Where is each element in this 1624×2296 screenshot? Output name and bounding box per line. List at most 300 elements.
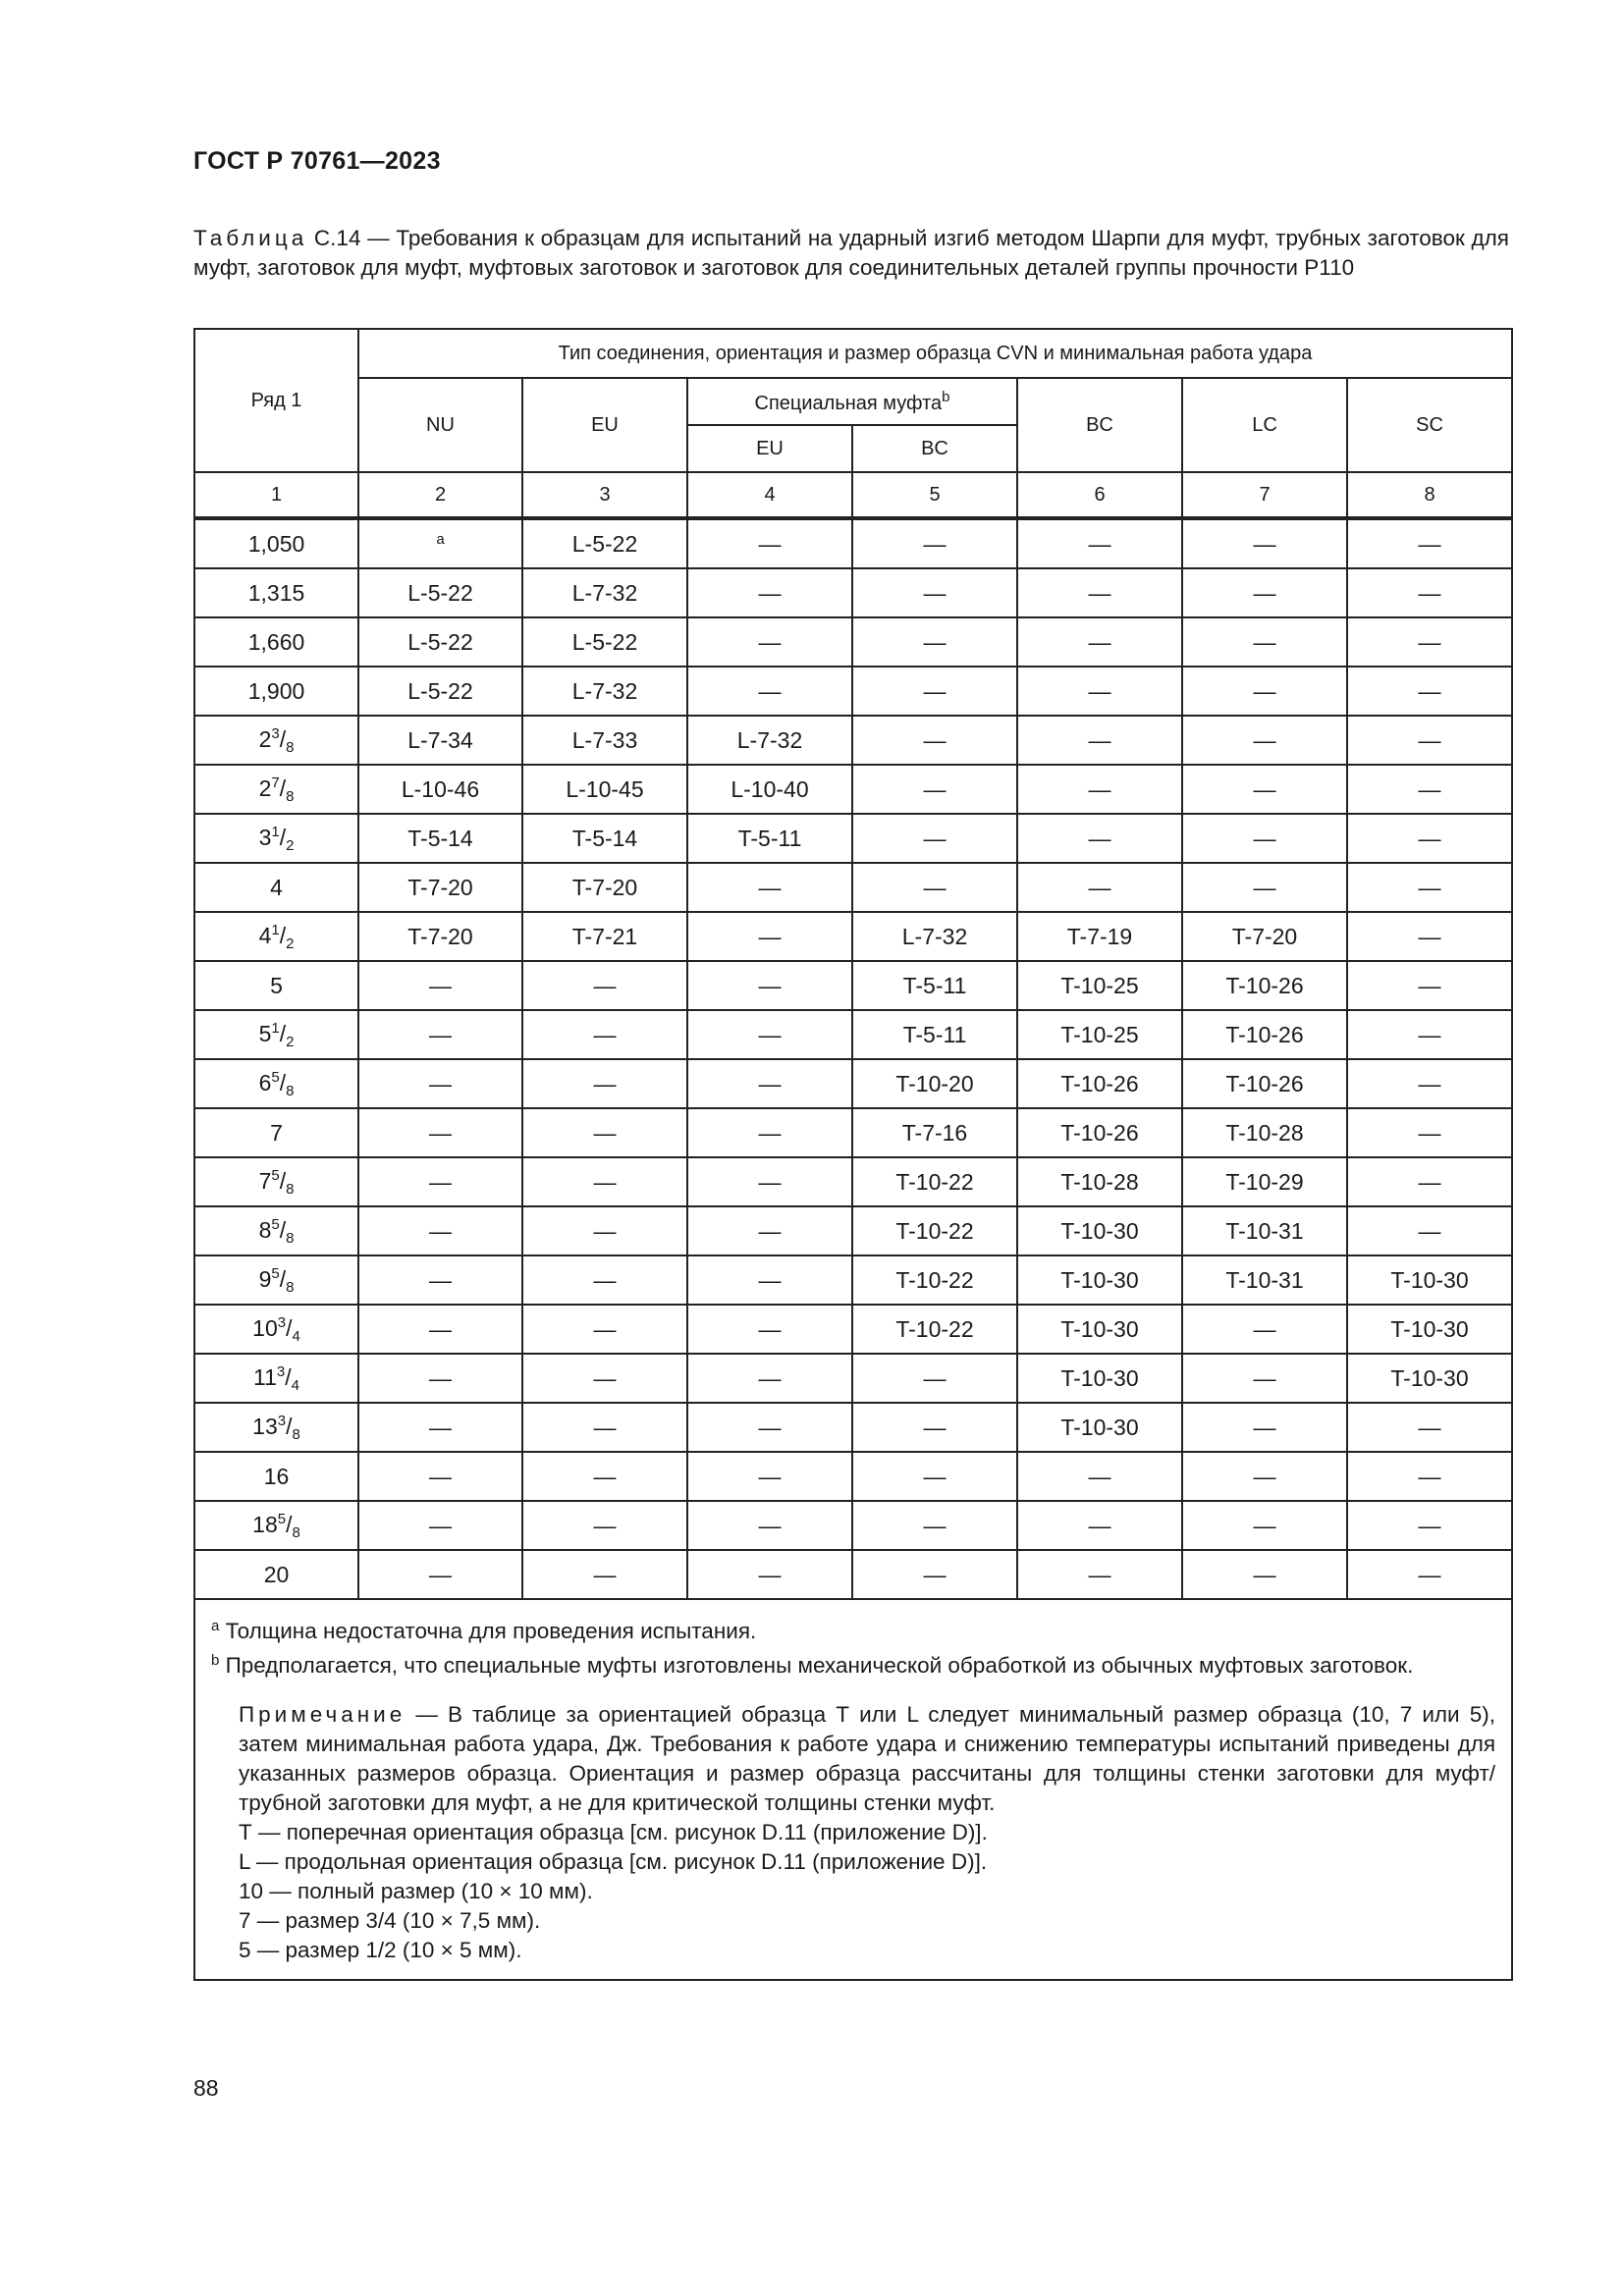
- fraction-denominator: 8: [292, 1523, 300, 1541]
- table-row: [194, 1354, 1512, 1403]
- table-cell: —: [522, 1255, 687, 1305]
- col-header-bc: BC: [1017, 378, 1182, 472]
- table-row: [194, 814, 1512, 863]
- table-row: [194, 716, 1512, 765]
- table-cell: —: [1347, 1452, 1512, 1501]
- row-size-cell: [194, 667, 358, 716]
- size-whole: 1,315: [247, 579, 305, 606]
- table-row: [194, 518, 1512, 568]
- table-cell: —: [1182, 765, 1347, 814]
- table-cell: —: [852, 1550, 1017, 1599]
- table-cell: L-7-32: [852, 912, 1017, 961]
- table-cell: —: [522, 1550, 687, 1599]
- table-cell: T-10-20: [852, 1059, 1017, 1108]
- table-cell: —: [1182, 1550, 1347, 1599]
- table-row: [194, 1108, 1512, 1157]
- row-size-cell: [194, 1255, 358, 1305]
- table-cell: L-7-32: [687, 716, 852, 765]
- table-cell: —: [1017, 1452, 1182, 1501]
- table-cell: —: [687, 1354, 852, 1403]
- table-cell: T-10-28: [1017, 1157, 1182, 1206]
- table-row: [194, 961, 1512, 1010]
- table-cell: —: [1347, 1550, 1512, 1599]
- size-whole: 1,900: [247, 677, 305, 704]
- size-whole: 4: [258, 922, 272, 948]
- table-row: [194, 1501, 1512, 1550]
- table-cell: —: [1017, 568, 1182, 617]
- table-cell: T-5-14: [522, 814, 687, 863]
- size-fraction: $^1/_2$: [271, 823, 295, 854]
- table-cell: —: [358, 1255, 522, 1305]
- size-whole: 18: [252, 1511, 278, 1537]
- size-whole: 10: [252, 1314, 278, 1341]
- size-whole: 4: [270, 874, 283, 900]
- table-cell: —: [1182, 1501, 1347, 1550]
- table-cell: —: [852, 716, 1017, 765]
- table-cell: —: [1182, 716, 1347, 765]
- table-caption: [193, 224, 1509, 283]
- table-cell: —: [358, 1305, 522, 1354]
- note-legend-item: Т — поперечная ориентация образца [см. рисунок D.11 (приложение D)].: [239, 1820, 988, 1844]
- table-cell: T-10-26: [1017, 1108, 1182, 1157]
- row-size-cell: [194, 1157, 358, 1206]
- table-cell: —: [522, 1305, 687, 1354]
- table-cell: —: [358, 1010, 522, 1059]
- fraction-numerator: 5: [271, 1264, 280, 1282]
- table-cell: —: [358, 961, 522, 1010]
- table-cell: L-7-33: [522, 716, 687, 765]
- table-cell: L-10-45: [522, 765, 687, 814]
- row-size-cell: [194, 1108, 358, 1157]
- table-cell: —: [522, 1354, 687, 1403]
- table-cell: —: [358, 1157, 522, 1206]
- col-header-special-bc: BC: [852, 425, 1017, 472]
- table-cell: —: [522, 1157, 687, 1206]
- table-cell: —: [1182, 667, 1347, 716]
- table-cell: —: [687, 1501, 852, 1550]
- table-cell: T-5-14: [358, 814, 522, 863]
- table-cell: —: [687, 1255, 852, 1305]
- table-cell: —: [852, 1354, 1017, 1403]
- col-header-sc: SC: [1347, 378, 1512, 472]
- col-header-lc: LC: [1182, 378, 1347, 472]
- table-cell: —: [1182, 568, 1347, 617]
- table-cell: —: [522, 1452, 687, 1501]
- table-cell: —: [522, 1206, 687, 1255]
- table-cell: T-10-30: [1017, 1403, 1182, 1452]
- table-cell: —: [1347, 1010, 1512, 1059]
- size-fraction: $^5/_8$: [271, 1215, 295, 1247]
- fraction-denominator: 8: [286, 1278, 295, 1296]
- table-cell: T-10-30: [1347, 1305, 1512, 1354]
- table-cell: T-10-26: [1182, 1010, 1347, 1059]
- table-cell: —: [687, 518, 852, 568]
- table-cell: T-10-30: [1017, 1255, 1182, 1305]
- table-cell: —: [852, 568, 1017, 617]
- row-size-cell: [194, 518, 358, 568]
- column-number: 5: [852, 472, 1017, 518]
- table-cell: —: [1017, 1501, 1182, 1550]
- table-row: [194, 667, 1512, 716]
- table-cell: —: [1347, 1501, 1512, 1550]
- row-size-cell: [194, 1550, 358, 1599]
- size-fraction: $^3/_8$: [277, 1412, 300, 1443]
- table-cell: —: [1017, 814, 1182, 863]
- table-cell: T-10-25: [1017, 1010, 1182, 1059]
- table-row: [194, 568, 1512, 617]
- table-row: [194, 912, 1512, 961]
- table-cell: —: [687, 1157, 852, 1206]
- table-cell: T-10-22: [852, 1157, 1017, 1206]
- size-whole: 16: [263, 1463, 290, 1489]
- size-whole: 1,050: [247, 530, 305, 557]
- table-cell: —: [687, 617, 852, 667]
- table-cell: —: [852, 814, 1017, 863]
- col-header-special: [687, 378, 1017, 425]
- table-cell: —: [1182, 1305, 1347, 1354]
- caption-label: Таблица: [193, 226, 308, 250]
- size-fraction: $^1/_2$: [271, 921, 295, 952]
- table-cell: T-10-25: [1017, 961, 1182, 1010]
- footnote-a: [211, 1612, 1495, 1646]
- note-text: — В таблице за ориентацией образца Т или L следует минимальный размер образца (10, 7 или 5), затем минимальная работа удара, Дж. Требования к работе удара и снижению температуры испытаний приведены для указанных размеров образца. Ориентация и размер образца рассчитаны для толщины стенки заготовки для муфт/трубной заготовки для муфт, а не для критической толщины стенки муфт.: [239, 1702, 1496, 1815]
- table-cell: —: [687, 568, 852, 617]
- table-cell: T-5-11: [687, 814, 852, 863]
- table-cell: —: [1347, 1108, 1512, 1157]
- table-row: [194, 1206, 1512, 1255]
- fraction-numerator: 7: [271, 774, 280, 791]
- table-cell: —: [1347, 617, 1512, 667]
- fraction-numerator: 3: [276, 1362, 286, 1380]
- table-cell: —: [1017, 716, 1182, 765]
- table-cell: —: [358, 1354, 522, 1403]
- size-whole: 2: [258, 725, 272, 752]
- size-whole: 2: [258, 774, 272, 801]
- row-size-cell: [194, 568, 358, 617]
- table-cell: —: [1182, 1403, 1347, 1452]
- row-size-cell: [194, 961, 358, 1010]
- row-size-cell: [194, 1206, 358, 1255]
- table-cell: —: [1347, 716, 1512, 765]
- size-fraction: $^7/_8$: [271, 774, 295, 805]
- table-cell: T-10-26: [1017, 1059, 1182, 1108]
- table-cell: —: [1182, 1354, 1347, 1403]
- row-size-cell: [194, 1452, 358, 1501]
- table-cell: T-5-11: [852, 961, 1017, 1010]
- note-label: Примечание: [239, 1702, 406, 1727]
- footnote-mark-b: b: [942, 388, 950, 405]
- table-cell: —: [358, 1108, 522, 1157]
- size-whole: 7: [270, 1119, 283, 1146]
- table-cell: T-10-22: [852, 1255, 1017, 1305]
- fraction-denominator: 2: [286, 836, 295, 854]
- table-cell: —: [687, 961, 852, 1010]
- size-fraction: $^3/_8$: [271, 724, 295, 756]
- size-whole: 9: [258, 1265, 272, 1292]
- table-cell: —: [852, 518, 1017, 568]
- table-cell: —: [1347, 961, 1512, 1010]
- fraction-denominator: 2: [286, 934, 295, 952]
- table-cell: T-5-11: [852, 1010, 1017, 1059]
- table-cell: —: [687, 667, 852, 716]
- fraction-numerator: 1: [271, 921, 280, 938]
- table-cell: —: [1017, 765, 1182, 814]
- page-number: 88: [193, 2075, 219, 2101]
- column-number: 2: [358, 472, 522, 518]
- column-number: 6: [1017, 472, 1182, 518]
- row-size-cell: [194, 912, 358, 961]
- table-cell: —: [358, 1452, 522, 1501]
- table-cell: —: [1017, 617, 1182, 667]
- table-cell: T-10-22: [852, 1206, 1017, 1255]
- note-legend-item: 5 — размер 1/2 (10 × 5 мм).: [239, 1938, 522, 1962]
- table-cell: T-10-22: [852, 1305, 1017, 1354]
- table-cell: T-10-29: [1182, 1157, 1347, 1206]
- fraction-denominator: 4: [292, 1327, 300, 1345]
- table-cell: —: [1347, 1206, 1512, 1255]
- row-size-cell: [194, 1403, 358, 1452]
- row-size-cell: [194, 617, 358, 667]
- table-cell: —: [522, 1010, 687, 1059]
- table-cell: —: [1182, 814, 1347, 863]
- table-cell: T-10-30: [1017, 1206, 1182, 1255]
- size-whole: 1,660: [247, 628, 305, 655]
- table-cell: —: [522, 1059, 687, 1108]
- table-row: [194, 1059, 1512, 1108]
- table-cell: —: [1347, 568, 1512, 617]
- table-body: [194, 472, 1512, 1599]
- note-paragraph: [211, 1700, 1495, 1818]
- document-header: ГОСТ Р 70761—2023: [193, 147, 441, 175]
- fraction-denominator: 8: [286, 738, 295, 756]
- group-header: Тип соединения, ориентация и размер образца CVN и минимальная работа удара: [358, 329, 1512, 378]
- table-cell: —: [1347, 667, 1512, 716]
- footnote-b-mark: b: [211, 1652, 220, 1669]
- size-fraction: $^1/_2$: [271, 1019, 295, 1050]
- table-notes: [194, 1599, 1512, 1980]
- table-cell: —: [1347, 863, 1512, 912]
- size-whole: 13: [252, 1413, 278, 1439]
- table-cell: —: [687, 1108, 852, 1157]
- table-cell: —: [1182, 617, 1347, 667]
- table-cell: T-7-20: [522, 863, 687, 912]
- fraction-denominator: 8: [286, 1180, 295, 1198]
- table-cell: —: [358, 1059, 522, 1108]
- table-cell: —: [852, 1452, 1017, 1501]
- table-cell: T-7-16: [852, 1108, 1017, 1157]
- table-cell: —: [1347, 518, 1512, 568]
- table-cell: —: [1017, 667, 1182, 716]
- table-row: [194, 765, 1512, 814]
- table-cell: L-7-32: [522, 568, 687, 617]
- row-header: Ряд 1: [194, 329, 358, 472]
- column-number: 3: [522, 472, 687, 518]
- table-cell: L-5-22: [522, 617, 687, 667]
- table-cell: —: [358, 1501, 522, 1550]
- table-row: [194, 1157, 1512, 1206]
- fraction-numerator: 1: [271, 1019, 280, 1037]
- table-row: [194, 1403, 1512, 1452]
- special-header-label: Специальная муфта: [754, 392, 943, 414]
- row-size-cell: [194, 1501, 358, 1550]
- size-fraction: $^3/_4$: [276, 1362, 299, 1394]
- fraction-numerator: 3: [277, 1313, 287, 1331]
- specimen-requirements-table: [193, 328, 1513, 1981]
- table-cell: —: [1182, 518, 1347, 568]
- fraction-numerator: 3: [277, 1412, 287, 1429]
- row-size-cell: [194, 863, 358, 912]
- size-whole: 8: [258, 1216, 272, 1243]
- table-cell: T-7-21: [522, 912, 687, 961]
- table-row: [194, 1550, 1512, 1599]
- size-whole: 20: [263, 1561, 290, 1587]
- table-cell: —: [1347, 765, 1512, 814]
- table-cell: L-7-32: [522, 667, 687, 716]
- table-cell: —: [522, 1501, 687, 1550]
- col-header-nu: NU: [358, 378, 522, 472]
- table-cell: T-10-28: [1182, 1108, 1347, 1157]
- table-cell: —: [852, 667, 1017, 716]
- table-cell: L-5-22: [358, 568, 522, 617]
- table-cell: —: [687, 1059, 852, 1108]
- footnote-a-mark: a: [211, 1618, 220, 1634]
- table-cell: —: [852, 863, 1017, 912]
- fraction-denominator: 8: [286, 787, 295, 805]
- column-number: 4: [687, 472, 852, 518]
- fraction-denominator: 8: [286, 1229, 295, 1247]
- size-fraction: $^3/_4$: [277, 1313, 300, 1345]
- table-cell: —: [522, 961, 687, 1010]
- table-cell: L-10-40: [687, 765, 852, 814]
- table-cell: L-5-22: [358, 617, 522, 667]
- fraction-denominator: 8: [286, 1082, 295, 1099]
- row-size-cell: [194, 814, 358, 863]
- note-legend-item: 10 — полный размер (10 × 10 мм).: [239, 1879, 593, 1903]
- row-size-cell: [194, 716, 358, 765]
- size-whole: 7: [258, 1167, 272, 1194]
- row-size-cell: [194, 1059, 358, 1108]
- table-row: [194, 863, 1512, 912]
- table-cell: L-5-22: [522, 518, 687, 568]
- column-number: 7: [1182, 472, 1347, 518]
- fraction-denominator: 8: [292, 1425, 300, 1443]
- row-size-cell: [194, 1354, 358, 1403]
- table-cell: —: [687, 1452, 852, 1501]
- table-row: [194, 1305, 1512, 1354]
- table-cell: —: [1017, 518, 1182, 568]
- col-header-eu: EU: [522, 378, 687, 472]
- table-row: [194, 617, 1512, 667]
- table-cell: T-10-31: [1182, 1255, 1347, 1305]
- caption-text: С.14 — Требования к образцам для испытаний на ударный изгиб методом Шарпи для муфт, трубных заготовок для муфт, заготовок для муфт, муфтовых заготовок и заготовок для соединительных деталей группы прочности Р110: [193, 226, 1509, 280]
- size-whole: 5: [270, 972, 283, 998]
- column-number: 1: [194, 472, 358, 518]
- note-legend-item: L — продольная ориентация образца [см. рисунок D.11 (приложение D)].: [239, 1849, 988, 1874]
- fraction-numerator: 3: [271, 724, 280, 742]
- table-cell: T-10-26: [1182, 961, 1347, 1010]
- table-row: [194, 1010, 1512, 1059]
- table-cell: —: [1347, 1403, 1512, 1452]
- table-cell: —: [1347, 1157, 1512, 1206]
- fraction-denominator: 4: [291, 1376, 299, 1394]
- table-cell: —: [1347, 814, 1512, 863]
- row-size-cell: [194, 765, 358, 814]
- table-cell: —: [687, 1550, 852, 1599]
- table-cell: T-7-20: [1182, 912, 1347, 961]
- size-fraction: $^5/_8$: [277, 1510, 300, 1541]
- fraction-numerator: 1: [271, 823, 280, 840]
- size-whole: 3: [258, 824, 272, 850]
- table-cell: T-10-30: [1347, 1354, 1512, 1403]
- fraction-numerator: 5: [277, 1510, 287, 1527]
- table-cell: —: [687, 1010, 852, 1059]
- table-cell: —: [687, 912, 852, 961]
- fraction-denominator: 2: [286, 1033, 295, 1050]
- table-cell: —: [1347, 1059, 1512, 1108]
- table-cell: —: [358, 1206, 522, 1255]
- size-fraction: $^5/_8$: [271, 1068, 295, 1099]
- table-cell: —: [687, 863, 852, 912]
- table-cell: T-10-26: [1182, 1059, 1347, 1108]
- row-size-cell: [194, 1305, 358, 1354]
- table-cell: —: [1017, 863, 1182, 912]
- table-cell: —: [358, 1550, 522, 1599]
- table-cell: —: [1182, 863, 1347, 912]
- table-row: [194, 1452, 1512, 1501]
- size-whole: 6: [258, 1069, 272, 1095]
- table-row: [194, 1255, 1512, 1305]
- table-cell: —: [687, 1206, 852, 1255]
- table-cell: —: [1017, 1550, 1182, 1599]
- size-whole: 5: [258, 1020, 272, 1046]
- size-whole: 11: [253, 1363, 277, 1390]
- table-cell: —: [852, 1403, 1017, 1452]
- column-numbers-row: [194, 472, 1512, 518]
- table-cell: —: [687, 1305, 852, 1354]
- table-cell: T-10-30: [1017, 1305, 1182, 1354]
- table-cell: —: [852, 617, 1017, 667]
- table-cell: —: [852, 1501, 1017, 1550]
- table-cell: T-10-31: [1182, 1206, 1347, 1255]
- footnote-b: [211, 1646, 1495, 1681]
- table-cell: —: [852, 765, 1017, 814]
- table-cell: L-10-46: [358, 765, 522, 814]
- table-cell: —: [358, 1403, 522, 1452]
- table-cell: T-10-30: [1017, 1354, 1182, 1403]
- table-cell: T-7-20: [358, 912, 522, 961]
- column-number: 8: [1347, 472, 1512, 518]
- row-size-cell: [194, 1010, 358, 1059]
- col-header-special-eu: EU: [687, 425, 852, 472]
- fraction-numerator: 5: [271, 1166, 280, 1184]
- table-cell: T-10-30: [1347, 1255, 1512, 1305]
- table-cell: —: [522, 1403, 687, 1452]
- fraction-numerator: 5: [271, 1215, 280, 1233]
- table-cell: L-5-22: [358, 667, 522, 716]
- table-cell: L-7-34: [358, 716, 522, 765]
- table-cell: —: [1347, 912, 1512, 961]
- footnote-b-text: Предполагается, что специальные муфты изготовлены механической обработкой из обычных муфтовых заготовок.: [219, 1653, 1414, 1678]
- table-cell: —: [522, 1108, 687, 1157]
- size-fraction: $^5/_8$: [271, 1166, 295, 1198]
- footnote-ref-cell: [358, 518, 522, 568]
- size-fraction: $^5/_8$: [271, 1264, 295, 1296]
- note-legend-item: 7 — размер 3/4 (10 × 7,5 мм).: [239, 1908, 541, 1933]
- table-cell: —: [687, 1403, 852, 1452]
- table-cell: T-7-20: [358, 863, 522, 912]
- table-cell: —: [1182, 1452, 1347, 1501]
- fraction-numerator: 5: [271, 1068, 280, 1086]
